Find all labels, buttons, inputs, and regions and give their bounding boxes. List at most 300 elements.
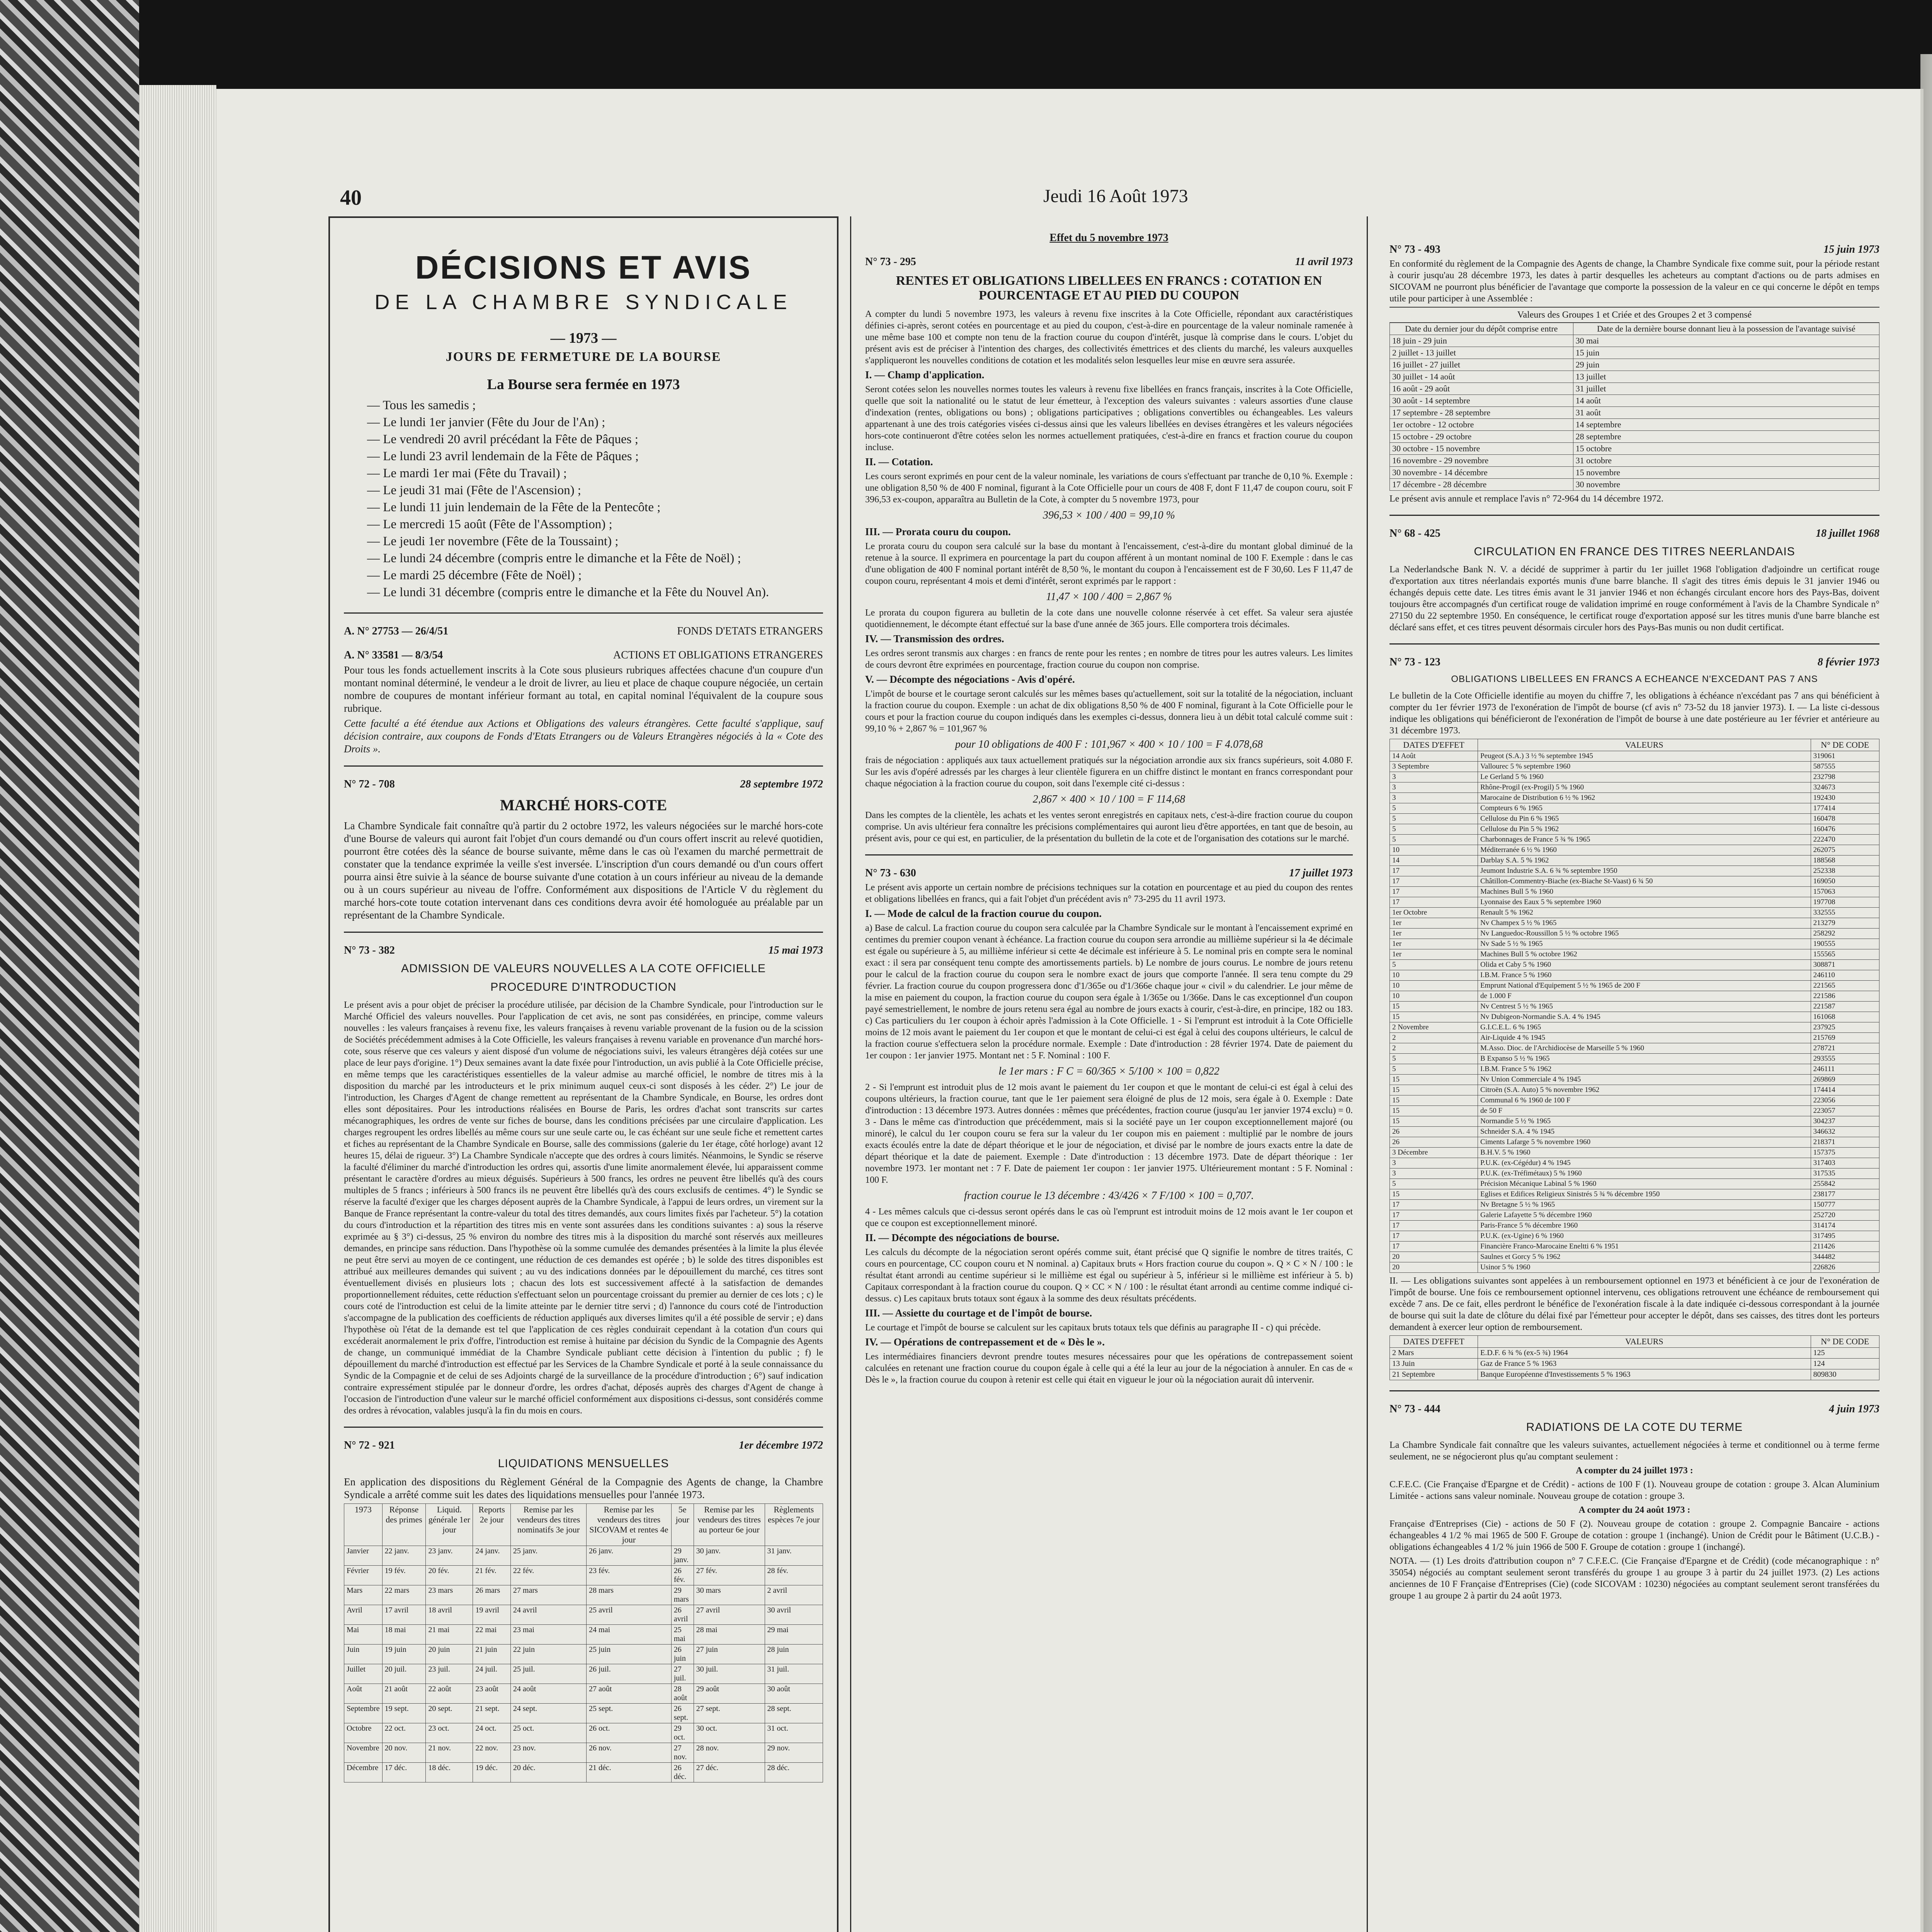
table-cell: 25 juil. [510, 1664, 586, 1684]
table-cell: 15 octobre - 29 octobre [1390, 431, 1573, 443]
table-cell: 28 août [671, 1684, 694, 1704]
avis-ref [865, 867, 1353, 879]
table-row [1390, 335, 1879, 347]
remboursement-body [1390, 1348, 1879, 1380]
table-cell: 28 septembre [1573, 431, 1879, 443]
table-cell: 1er Octobre [1390, 908, 1478, 918]
table-cell: Rhône-Progil (ex-Progil) 5 % 1960 [1478, 782, 1811, 793]
table-cell: 24 janv. [473, 1546, 511, 1566]
liquidations-table [344, 1503, 823, 1782]
table-row [1390, 1168, 1879, 1179]
table-cell: 15 [1390, 1012, 1478, 1022]
avis-title: CIRCULATION EN FRANCE DES TITRES NEERLANDAIS [1474, 545, 1795, 558]
table-row [1390, 929, 1879, 939]
avis-number: A. N° 33581 — 8/3/54 [344, 649, 443, 661]
table-row [1390, 772, 1879, 782]
table-cell: 30 novembre [1573, 479, 1879, 491]
column-header: Règlements espèces 7e jour [765, 1504, 823, 1546]
divider [865, 854, 1353, 855]
table-cell: 215769 [1811, 1033, 1879, 1043]
table-row [1390, 479, 1879, 491]
avis-text: La Chambre Syndicale fait connaître qu'à partir du 2 octobre 1972, les valeurs négociées sur le marché hors-cote d'une Bourse de valeurs qui auront fait l'objet d'un cours demandé ou d'un cours offert inscrit au relevé quotidien, pourront être cotées dès la séance de bourse suivante, même dans le cas où l'examen du marché permettrait de constater que la tendance exprimée la veille s'est inversée. L'inscription d'un cours demandé ou d'un cours offert pourra ainsi être suivie à la séance de bourse suivante d'une cotation à un cours inférieur au niveau de la demande ou à un cours supérieur au niveau de l'offre. Conformément aux dispositions de l'Article V du règlement du marché hors-cote toute cotation intervenant dans ces conditions devra avoir été homologuée au préalable par un représentant de la Chambre Syndicale. [344, 820, 823, 921]
table-cell: Cellulose du Pin 5 % 1962 [1478, 824, 1811, 835]
avis-number: N° 73 - 630 [865, 867, 916, 879]
table-cell: 15 novembre [1573, 467, 1879, 479]
table-cell: 29 oct. [671, 1723, 694, 1743]
avis-text: Seront cotées selon les nouvelles normes toutes les valeurs à revenu fixe libellées en francs français, inscrites à la Cote Officielle, quelle que soit la nationalité ou le statut de leur émetteur, à l'exception des valeurs suivantes : valeurs assorties d'une clause d'indexation (rentes, obligations ou bons) ; obligations participatives ; obligations convertibles ou échangeables. Les valeurs appartenant à une des trois catégories visées ci-dessus ainsi que les valeurs libellées en devises étrangères et les valeurs négociées hors-cote continueront d'être cotées selon les normes actuellement pratiquées, c'est-à-dire en francs et fraction courue du coupon incluse. [865, 384, 1353, 452]
table-cell: 344482 [1811, 1252, 1879, 1262]
table-cell: 27 sept. [694, 1704, 765, 1723]
table-row [1390, 383, 1879, 395]
section-title: II. — Cotation. [865, 456, 933, 468]
table-row [1390, 1231, 1879, 1242]
table-cell: 25 juin [587, 1645, 672, 1664]
table-cell: 2 juillet - 13 juillet [1390, 347, 1573, 359]
table-cell: Décembre [344, 1763, 383, 1782]
table-row [344, 1664, 823, 1684]
table-cell: 30 mars [694, 1585, 765, 1605]
avis-text: La Chambre Syndicale fait connaître que les valeurs suivantes, actuellement négociées à terme et conditionnel ou à terme ferme seulement, ne se négocieront plus qu'au comptant seulement : [1389, 1440, 1879, 1462]
table-cell: 587555 [1811, 762, 1879, 772]
table-cell: 20 juin [426, 1645, 473, 1664]
avis-title: ADMISSION DE VALEURS NOUVELLES A LA COTE OFFICIELLE [401, 962, 766, 975]
table-cell: 18 déc. [426, 1763, 473, 1782]
table-cell: 15 [1390, 1085, 1478, 1095]
table-cell: 25 mai [671, 1625, 694, 1645]
table-cell: 14 septembre [1573, 419, 1879, 431]
table-cell: 23 juil. [426, 1664, 473, 1684]
table-row [1390, 866, 1879, 876]
table-cell: 16 novembre - 29 novembre [1390, 455, 1573, 467]
avis-text: Le prorata couru du coupon sera calculé sur la base du montant à l'encaissement, c'est-à-dire du montant global diminué de la retenue à la source. Il exprimera en pourcentage la part du coupon afférent à un montant nominal de 100 F. Exemple : dans le cas d'une obligation de 400 F nominal portant intérêt de 8,50 %, le montant du coupon à l'encaissement est de F 30,60. Les F 11,47 de coupon couru, représentant 4 mois et demi d'intérêt, seront exprimés par le rapport : [865, 541, 1353, 586]
table-cell: 10 [1390, 981, 1478, 991]
avis-ref [344, 778, 823, 791]
table-cell: Nv Sade 5 ½ % 1965 [1478, 939, 1811, 949]
table-cell: 26 [1390, 1127, 1478, 1137]
table-cell: 26 [1390, 1137, 1478, 1148]
table-cell: I.B.M. France 5 % 1960 [1478, 970, 1811, 981]
avis-number: N° 72 - 708 [344, 778, 395, 790]
table-cell: 246111 [1811, 1064, 1879, 1075]
assembly-dates-body [1390, 335, 1879, 491]
column-header: Date du dernier jour du dépôt comprise entre [1390, 323, 1573, 335]
table-cell: 317403 [1811, 1158, 1879, 1168]
table-cell: B.H.V. 5 % 1960 [1478, 1148, 1811, 1158]
table-cell: 22 oct. [382, 1723, 426, 1743]
table-cell: Charbonnages de France 5 ¾ % 1965 [1478, 835, 1811, 845]
table-row [1390, 1033, 1879, 1043]
table-cell: 1er [1390, 939, 1478, 949]
table-row [1390, 1137, 1879, 1148]
table-cell: 293555 [1811, 1054, 1879, 1064]
table-cell: 23 mai [510, 1625, 586, 1645]
table-cell: 19 juin [382, 1645, 426, 1664]
table-cell: Novembre [344, 1743, 383, 1763]
table-cell: 27 avril [694, 1605, 765, 1625]
table-cell: 30 juillet - 14 août [1390, 371, 1573, 383]
avis-text: Les ordres seront transmis aux charges : en francs de rente pour les rentes ; en nombre de titres pour les autres valeurs. Les limites de cours devront être exprimées en pourcentage, fraction courue du coupon non comprise. [865, 648, 1353, 670]
table-cell: Eglises et Edifices Religieux Sinistrés 5 ¾ % décembre 1950 [1478, 1189, 1811, 1200]
table-cell: Financière Franco-Marocaine Eneltti 6 % 1951 [1478, 1242, 1811, 1252]
formula: 396,53 × 100 / 400 = 99,10 % [1043, 509, 1175, 521]
closed-day: — Le lundi 31 décembre (compris entre le dimanche et la Fête du Nouvel An). [367, 584, 823, 601]
page-number: 40 [340, 186, 362, 210]
avis-date: 11 avril 1973 [1295, 256, 1353, 268]
column-header: Remise par les vendeurs des titres nominatifs 3e jour [510, 1504, 586, 1546]
table-row [1390, 371, 1879, 383]
table-cell: 29 nov. [765, 1743, 823, 1763]
page-header [340, 185, 1808, 216]
divider [1389, 643, 1879, 645]
table-cell: 20 nov. [382, 1743, 426, 1763]
table-cell: 17 [1390, 866, 1478, 876]
table-cell: 23 mars [426, 1585, 473, 1605]
table-row [344, 1605, 823, 1625]
table-row [1390, 1127, 1879, 1137]
section-title: V. — Décompte des négociations - Avis d'opéré. [865, 673, 1075, 685]
table-cell: 22 août [426, 1684, 473, 1704]
table-cell: 157063 [1811, 887, 1879, 897]
table-cell: 26 juin [671, 1645, 694, 1664]
table-row [1390, 467, 1879, 479]
table-cell: Méditerranée 6 ½ % 1960 [1478, 845, 1811, 855]
table-cell: 25 oct. [510, 1723, 586, 1743]
table-cell: 31 oct. [765, 1723, 823, 1743]
table-row [1390, 1200, 1879, 1210]
table-cell: 30 mai [1573, 335, 1879, 347]
table-row [1390, 782, 1879, 793]
table-cell: Nv Centrest 5 ½ % 1965 [1478, 1002, 1811, 1012]
table-cell: P.U.K. (ex-Tréfimétaux) 5 % 1960 [1478, 1168, 1811, 1179]
table-cell: 17 avril [382, 1605, 426, 1625]
table-cell: 211426 [1811, 1242, 1879, 1252]
table-row [1390, 793, 1879, 803]
table-cell: 2 Novembre [1390, 1022, 1478, 1033]
table-cell: Air-Liquide 4 % 1945 [1478, 1033, 1811, 1043]
table-cell: 177414 [1811, 803, 1879, 814]
table-cell: 262075 [1811, 845, 1879, 855]
table-cell: 25 avril [587, 1605, 672, 1625]
avis-text: frais de négociation : appliqués aux taux actuellement pratiqués sur la négociation arrondie aux six francs supérieurs, soit 4.080 F. Sur les avis d'opéré adressés par les charges à leur clientèle figurera en un chiffre distinct le montant en francs correspondant pour chaque négociation à la fraction courue du coupon, soit dans l'exemple cité ci-dessus : [865, 755, 1353, 789]
section-title: IV. — Opérations de contrepassement et de « Dès le ». [865, 1336, 1105, 1348]
table-cell: 20 fév. [426, 1566, 473, 1585]
column-header: DATES D'EFFET [1390, 739, 1478, 751]
table-cell: 30 novembre - 14 décembre [1390, 467, 1573, 479]
table-row [1390, 419, 1879, 431]
table-cell: 29 mars [671, 1585, 694, 1605]
avis-note: NOTA. — (1) Les droits d'attribution coupon n° 7 C.F.E.C. (Cie Française d'Epargne et de Crédit) (code mécanographique : n° 35054) négociés au comptant seulement seront transférés du groupe 1 au groupe 3 à partir du 24 juillet 1973. (2) Les actions anciennes de 10 F Française d'Entreprises (Cie) (code SICOVAM : 10230) négociées au comptant seulement seront transférées du groupe 1 au groupe 2 à partir du 24 août 1973. [1389, 1556, 1879, 1601]
avis-date: 4 juin 1973 [1829, 1403, 1879, 1415]
table-cell: Jeumont Industrie S.A. 6 ¾ % septembre 1950 [1478, 866, 1811, 876]
table-cell: 169050 [1811, 876, 1879, 887]
table-cell: 13 juillet [1573, 371, 1879, 383]
table-row [1390, 1242, 1879, 1252]
table-cell: 10 [1390, 845, 1478, 855]
table-header-row [1390, 1336, 1879, 1348]
table-row [1390, 1054, 1879, 1064]
table-cell: Mai [344, 1625, 383, 1645]
table-cell: 188568 [1811, 855, 1879, 866]
table-row [1390, 855, 1879, 866]
avis-number: N° 73 - 295 [865, 256, 916, 268]
table-cell: 26 juil. [587, 1664, 672, 1684]
table-row [1390, 960, 1879, 970]
book-binding [0, 0, 139, 1932]
avis-subtitle: PROCEDURE D'INTRODUCTION [490, 981, 677, 993]
avis-title: LIQUIDATIONS MENSUELLES [498, 1457, 669, 1470]
table-cell: 21 juin [473, 1645, 511, 1664]
table-cell: 23 oct. [426, 1723, 473, 1743]
table-row [1390, 1075, 1879, 1085]
table-cell: 17 [1390, 876, 1478, 887]
avis-text: Le courtage et l'impôt de bourse se calculent sur les capitaux bruts totaux tels que définis au paragraphe II - c) qui précède. [865, 1323, 1321, 1333]
table-cell: Saulnes et Gorcy 5 % 1962 [1478, 1252, 1811, 1262]
avis-text: Les intermédiaires financiers devront prendre toutes mesures nécessaires pour que les opérations de contrepassement soient calculées en retenant une fraction courue du coupon égale à celle qui a été la leur au jour de la négociation à annuler. En cas de « Dès le », la fraction courue du coupon à retenir est celle qui était en vigueur le jour où la négociation aurait dû intervenir. [865, 1352, 1353, 1385]
table-cell: Nv Champex 5 ½ % 1965 [1478, 918, 1811, 929]
table-cell: 10 [1390, 991, 1478, 1002]
table-cell: 17 [1390, 897, 1478, 908]
table-cell: Schneider S.A. 4 % 1945 [1478, 1127, 1811, 1137]
avis-text: En application des dispositions du Règlement Général de la Compagnie des Agents de change, la Chambre Syndicale a arrêté comme suit les dates des liquidations mensuelles pour l'année 1973. [344, 1476, 823, 1500]
closed-day: — Le vendredi 20 avril précédant la Fête de Pâques ; [367, 431, 823, 448]
avis-heading: FONDS D'ETATS ETRANGERS [677, 625, 823, 637]
table-cell: 27 juin [694, 1645, 765, 1664]
page-date: Jeudi 16 Août 1973 [1043, 186, 1188, 206]
table-cell: 2 Mars [1390, 1348, 1478, 1359]
table-row [1390, 1189, 1879, 1200]
table-cell: 31 octobre [1573, 455, 1879, 467]
table-row [1390, 431, 1879, 443]
table-cell: B Expanso 5 ½ % 1965 [1478, 1054, 1811, 1064]
table-cell: 21 nov. [426, 1743, 473, 1763]
table-cell: 21 Septembre [1390, 1369, 1478, 1380]
table-cell: 17 déc. [382, 1763, 426, 1782]
column-header: Réponse des primes [382, 1504, 426, 1546]
table-cell: de 1.000 F [1478, 991, 1811, 1002]
table-cell: 30 juil. [694, 1664, 765, 1684]
column-header: 1973 [344, 1504, 383, 1546]
table-cell: 30 août - 14 septembre [1390, 395, 1573, 407]
table-cell: 28 sept. [765, 1704, 823, 1723]
table-row [344, 1723, 823, 1743]
table-cell: Communal 6 % 1960 de 100 F [1478, 1095, 1811, 1106]
table-row [1390, 897, 1879, 908]
table-cell: 14 Août [1390, 751, 1478, 762]
table-cell: Lyonnaise des Eaux 5 % septembre 1960 [1478, 897, 1811, 908]
table-cell: 25 sept. [587, 1704, 672, 1723]
formula: le 1er mars : F C = 60/365 × 5/100 × 100 = 0,822 [998, 1065, 1219, 1077]
obligations-body [1390, 751, 1879, 1273]
table-cell: Juillet [344, 1664, 383, 1684]
table-row [1390, 1179, 1879, 1189]
table-cell: P.U.K. (ex-Ugine) 6 % 1960 [1478, 1231, 1811, 1242]
closed-day: — Le lundi 1er janvier (Fête du Jour de l'An) ; [367, 414, 823, 431]
table-row [1390, 455, 1879, 467]
table-cell: 22 nov. [473, 1743, 511, 1763]
table-row [1390, 359, 1879, 371]
table-cell: 29 janv. [671, 1546, 694, 1566]
table-row [1390, 1116, 1879, 1127]
table-row [1390, 751, 1879, 762]
table-cell: 13 Juin [1390, 1359, 1478, 1369]
table-cell: 17 septembre - 28 septembre [1390, 407, 1573, 419]
table-cell: Août [344, 1684, 383, 1704]
table-cell: 27 déc. [694, 1763, 765, 1782]
table-cell: 21 août [382, 1684, 426, 1704]
table-cell: 5 [1390, 824, 1478, 835]
table-cell: 21 sept. [473, 1704, 511, 1723]
table-cell: 14 août [1573, 395, 1879, 407]
table-cell: 17 [1390, 1242, 1478, 1252]
table-cell: 238177 [1811, 1189, 1879, 1200]
column-header: 5e jour [671, 1504, 694, 1546]
table-cell: 31 août [1573, 407, 1879, 419]
table-cell: 26 déc. [671, 1763, 694, 1782]
table-cell: 27 août [587, 1684, 672, 1704]
table-cell: 17 [1390, 1200, 1478, 1210]
table-row [1390, 803, 1879, 814]
table-row [1390, 1085, 1879, 1095]
table-cell: 18 mai [382, 1625, 426, 1645]
avis-date: 18 juillet 1968 [1816, 527, 1879, 539]
table-cell: 223056 [1811, 1095, 1879, 1106]
table-cell: 15 [1390, 1116, 1478, 1127]
table-cell: 5 [1390, 1054, 1478, 1064]
table-cell: 223057 [1811, 1106, 1879, 1116]
table-row [1390, 1221, 1879, 1231]
formula: pour 10 obligations de 400 F : 101,967 × 400 × 10 / 100 = F 4.078,68 [955, 738, 1263, 750]
avis-ref [1389, 1403, 1879, 1415]
closed-day: — Le jeudi 31 mai (Fête de l'Ascension) ; [367, 482, 823, 499]
table-row [1390, 1095, 1879, 1106]
avis-title: OBLIGATIONS LIBELLEES EN FRANCS A ECHEANCE N'EXCEDANT PAS 7 ANS [1451, 674, 1818, 684]
table-cell: Précision Mécanique Labinal 5 % 1960 [1478, 1179, 1811, 1189]
table-cell: 317495 [1811, 1231, 1879, 1242]
table-cell: 15 [1390, 1106, 1478, 1116]
table-row [1390, 762, 1879, 772]
table-cell: Septembre [344, 1704, 383, 1723]
table-cell: 269869 [1811, 1075, 1879, 1085]
avis-number: N° 73 - 382 [344, 944, 395, 956]
table-cell: Le Gerland 5 % 1960 [1478, 772, 1811, 782]
table-cell: Usinor 5 % 1960 [1478, 1262, 1811, 1273]
table-cell: 22 janv. [382, 1546, 426, 1566]
divider [344, 932, 823, 933]
table-cell: Marocaine de Distribution 6 ½ % 1962 [1478, 793, 1811, 803]
table-cell: Cellulose du Pin 6 % 1965 [1478, 814, 1811, 824]
table-row [1390, 1348, 1879, 1359]
obligations-table [1389, 739, 1879, 1273]
closed-day: — Le mardi 1er mai (Fête du Travail) ; [367, 465, 823, 482]
table-cell: 27 mars [510, 1585, 586, 1605]
table-cell: 20 juil. [382, 1664, 426, 1684]
table-cell: Olida et Caby 5 % 1960 [1478, 960, 1811, 970]
table-cell: 30 oct. [694, 1723, 765, 1743]
table-cell: 15 [1390, 1189, 1478, 1200]
avis-text: La Nederlandsche Bank N. V. a décidé de supprimer à partir du 1er juillet 1968 l'obligation d'adjoindre un certificat rouge d'exportation aux titres néerlandais exportés munis d'une barre blanche. Il s'agit des titres émis depuis le 31 janvier 1946 ou échangés depuis cette date. Les titres émis avant le 31 janvier 1946 et non échangés circulant encore hors des Pays-Bas, doivent toujours être accompagnés d'un certificat rouge de validation imprimé en rouge conformément à l'avis de la Chambre Syndicale n° 27150 du 22 septembre 1950. En conséquence, le certificat rouge d'exportation apposé sur les titres munis d'une barre blanche est déclaré sans effet, et ces titres peuvent désormais circuler hors des Pays-Bas munis ou non dudit certificat. [1389, 565, 1879, 633]
table-cell: Emprunt National d'Equipement 5 ½ % 1965 de 200 F [1478, 981, 1811, 991]
table-cell: 28 déc. [765, 1763, 823, 1782]
table-cell: 3 [1390, 1168, 1478, 1179]
avis-text: A compter du lundi 5 novembre 1973, les valeurs à revenu fixe inscrites à la Cote Officielle, répondant aux caractéristiques définies ci-après, seront cotées en pourcentage et au pied du coupon, c'est-à-dire en pourcentage de la valeur nominale ramenée à une même base 100 et compte non tenu de la fraction courue du coupon d'intérêt, jusque là comprise dans le cours. L'objet du présent avis est de préciser à l'intention des charges, des collectivités émettrices et des clients du marché, les valeurs auxquelles s'appliqueront les nouvelles conditions de cotation et les modalités selon lesquelles leur mise en œuvre sera assurée. [865, 309, 1353, 366]
table-cell: 19 sept. [382, 1704, 426, 1723]
table-cell: 29 juin [1573, 359, 1879, 371]
table-header-row [1390, 739, 1879, 751]
avis-ref [344, 649, 823, 662]
closed-day: — Le lundi 24 décembre (compris entre le dimanche et la Fête de Noël) ; [367, 550, 823, 567]
avis-number: N° 73 - 444 [1389, 1403, 1440, 1415]
table-cell: 19 fév. [382, 1566, 426, 1585]
table-cell: 3 [1390, 1158, 1478, 1168]
table-cell: 28 juin [765, 1645, 823, 1664]
table-cell: 30 octobre - 15 novembre [1390, 443, 1573, 455]
table-cell: 17 décembre - 28 décembre [1390, 479, 1573, 491]
table-cell: E.D.F. 6 ¾ % (ex-5 ¾) 1964 [1478, 1348, 1811, 1359]
table-cell: 16 août - 29 août [1390, 383, 1573, 395]
assembly-dates-table [1389, 323, 1879, 491]
avis-text: L'impôt de bourse et le courtage seront calculés sur les mêmes bases qu'actuellement, soit sur la totalité de la négociation, incluant la fraction courue du coupon. Exemple : un achat de dix obligations 8,50 % de 400 F nominal, figurant à la Cote Officielle pour le cours et pour la fraction courue du coupon indiqués dans les exemples ci-dessus, donnera lieu à un débit total calculé comme suit : 99,10 % + 2,867 % = 101,967 % [865, 689, 1353, 734]
table-cell: 218371 [1811, 1137, 1879, 1148]
table-cell: 28 fév. [765, 1566, 823, 1585]
table-cell: 25 janv. [510, 1546, 586, 1566]
table-cell: 26 nov. [587, 1743, 672, 1763]
section-title: III. — Prorata couru du coupon. [865, 526, 1011, 537]
table-cell: G.I.C.E.L. 6 % 1965 [1478, 1022, 1811, 1033]
section-title: IV. — Transmission des ordres. [865, 633, 1004, 645]
section-title: III. — Assiette du courtage et de l'impôt de bourse. [865, 1307, 1092, 1319]
table-cell: Galerie Lafayette 5 % décembre 1960 [1478, 1210, 1811, 1221]
table-cell: 14 [1390, 855, 1478, 866]
effective-date: A compter du 24 juillet 1973 : [1576, 1466, 1693, 1476]
page-stack-edge [139, 85, 216, 1932]
table-cell: 28 nov. [694, 1743, 765, 1763]
table-cell: 30 avril [765, 1605, 823, 1625]
table-cell: 157375 [1811, 1148, 1879, 1158]
remboursement-table [1389, 1335, 1879, 1380]
table-cell: 22 mars [382, 1585, 426, 1605]
avis-text: 4 - Les mêmes calculs que ci-dessus seront opérés dans le cas où l'emprunt est introduit moins de 12 mois avant le 1er coupon et que ce coupon est exceptionnellement minoré. [865, 1207, 1353, 1228]
column-header: Remise par les vendeurs des titres SICOVAM et rentes 4e jour [587, 1504, 672, 1546]
column-header: Date de la dernière bourse donnant lieu à la possession de l'avantage suivisé [1573, 323, 1879, 335]
avis-ref [344, 1439, 823, 1452]
table-cell: 5 [1390, 814, 1478, 824]
avis-date: 17 juillet 1973 [1289, 867, 1353, 879]
table-cell: 31 janv. [765, 1546, 823, 1566]
avis-ref [1389, 243, 1879, 256]
table-row [1390, 1106, 1879, 1116]
table-cell: 5 [1390, 960, 1478, 970]
avis-number: N° 68 - 425 [1389, 527, 1440, 539]
table-cell: 124 [1811, 1359, 1879, 1369]
next-page-edge [1920, 54, 1932, 1932]
table-cell: 308871 [1811, 960, 1879, 970]
column-header: N° DE CODE [1811, 1336, 1879, 1348]
table-cell: de 50 F [1478, 1106, 1811, 1116]
table-cell: I.B.M. France 5 % 1962 [1478, 1064, 1811, 1075]
avis-text: 2 - Si l'emprunt est introduit plus de 12 mois avant le paiement du 1er coupon et que le montant de celui-ci est égal à celui des coupons ultérieurs, la fraction courue, tant que le 1er paiement sera éloigné de plus de 12 mois, sera égale à 0. Exemple : Date d'introduction : 13 décembre 1973. Autres données : mêmes que précédentes, fraction courue (jusqu'au 1er janvier 1974 exclu) = 0. 3 - Dans le même cas d'introduction que précédemment, mais si la société paye un 1er coupon exceptionnellement majoré (ou minoré), le calcul du 1er coupon couru se fera sur la valeur du 1er coupon mis en paiement : multiplié par le nombre de jours exacts écoulés entre la date de départ théorique et le jour de négociation, et divisé par le nombre de jours exacts entre la date de départ théorique et la date de paiement. Exemple : Date d'introduction : 13 décembre 1973. Date de départ théorique : 1er novembre 1973. 1er montant net : 7 F. Date de paiement 1er coupon : 1er janvier 1975. Ultérieurement montant : 5 F. Nominal : 100 F. [865, 1082, 1353, 1185]
table-cell: 18 avril [426, 1605, 473, 1625]
table-cell: 23 janv. [426, 1546, 473, 1566]
column-3 [1376, 216, 1893, 1932]
table-cell: 221586 [1811, 991, 1879, 1002]
table-cell: Compteurs 6 % 1965 [1478, 803, 1811, 814]
table-cell: 232798 [1811, 772, 1879, 782]
avis-text: C.F.E.C. (Cie Française d'Epargne et de Crédit) - actions de 100 F (1). Nouveau groupe de cotation : groupe 3. Alcan Aluminium Limitée - actions sans valeur nominale. Nouveau groupe de cotation : groupe 3. [1389, 1480, 1879, 1501]
table-cell: 3 Septembre [1390, 762, 1478, 772]
table-cell: Nv Bretagne 5 ½ % 1965 [1478, 1200, 1811, 1210]
section-title: I. — Mode de calcul de la fraction courue du coupon. [865, 908, 1102, 919]
table-cell: 23 nov. [510, 1743, 586, 1763]
